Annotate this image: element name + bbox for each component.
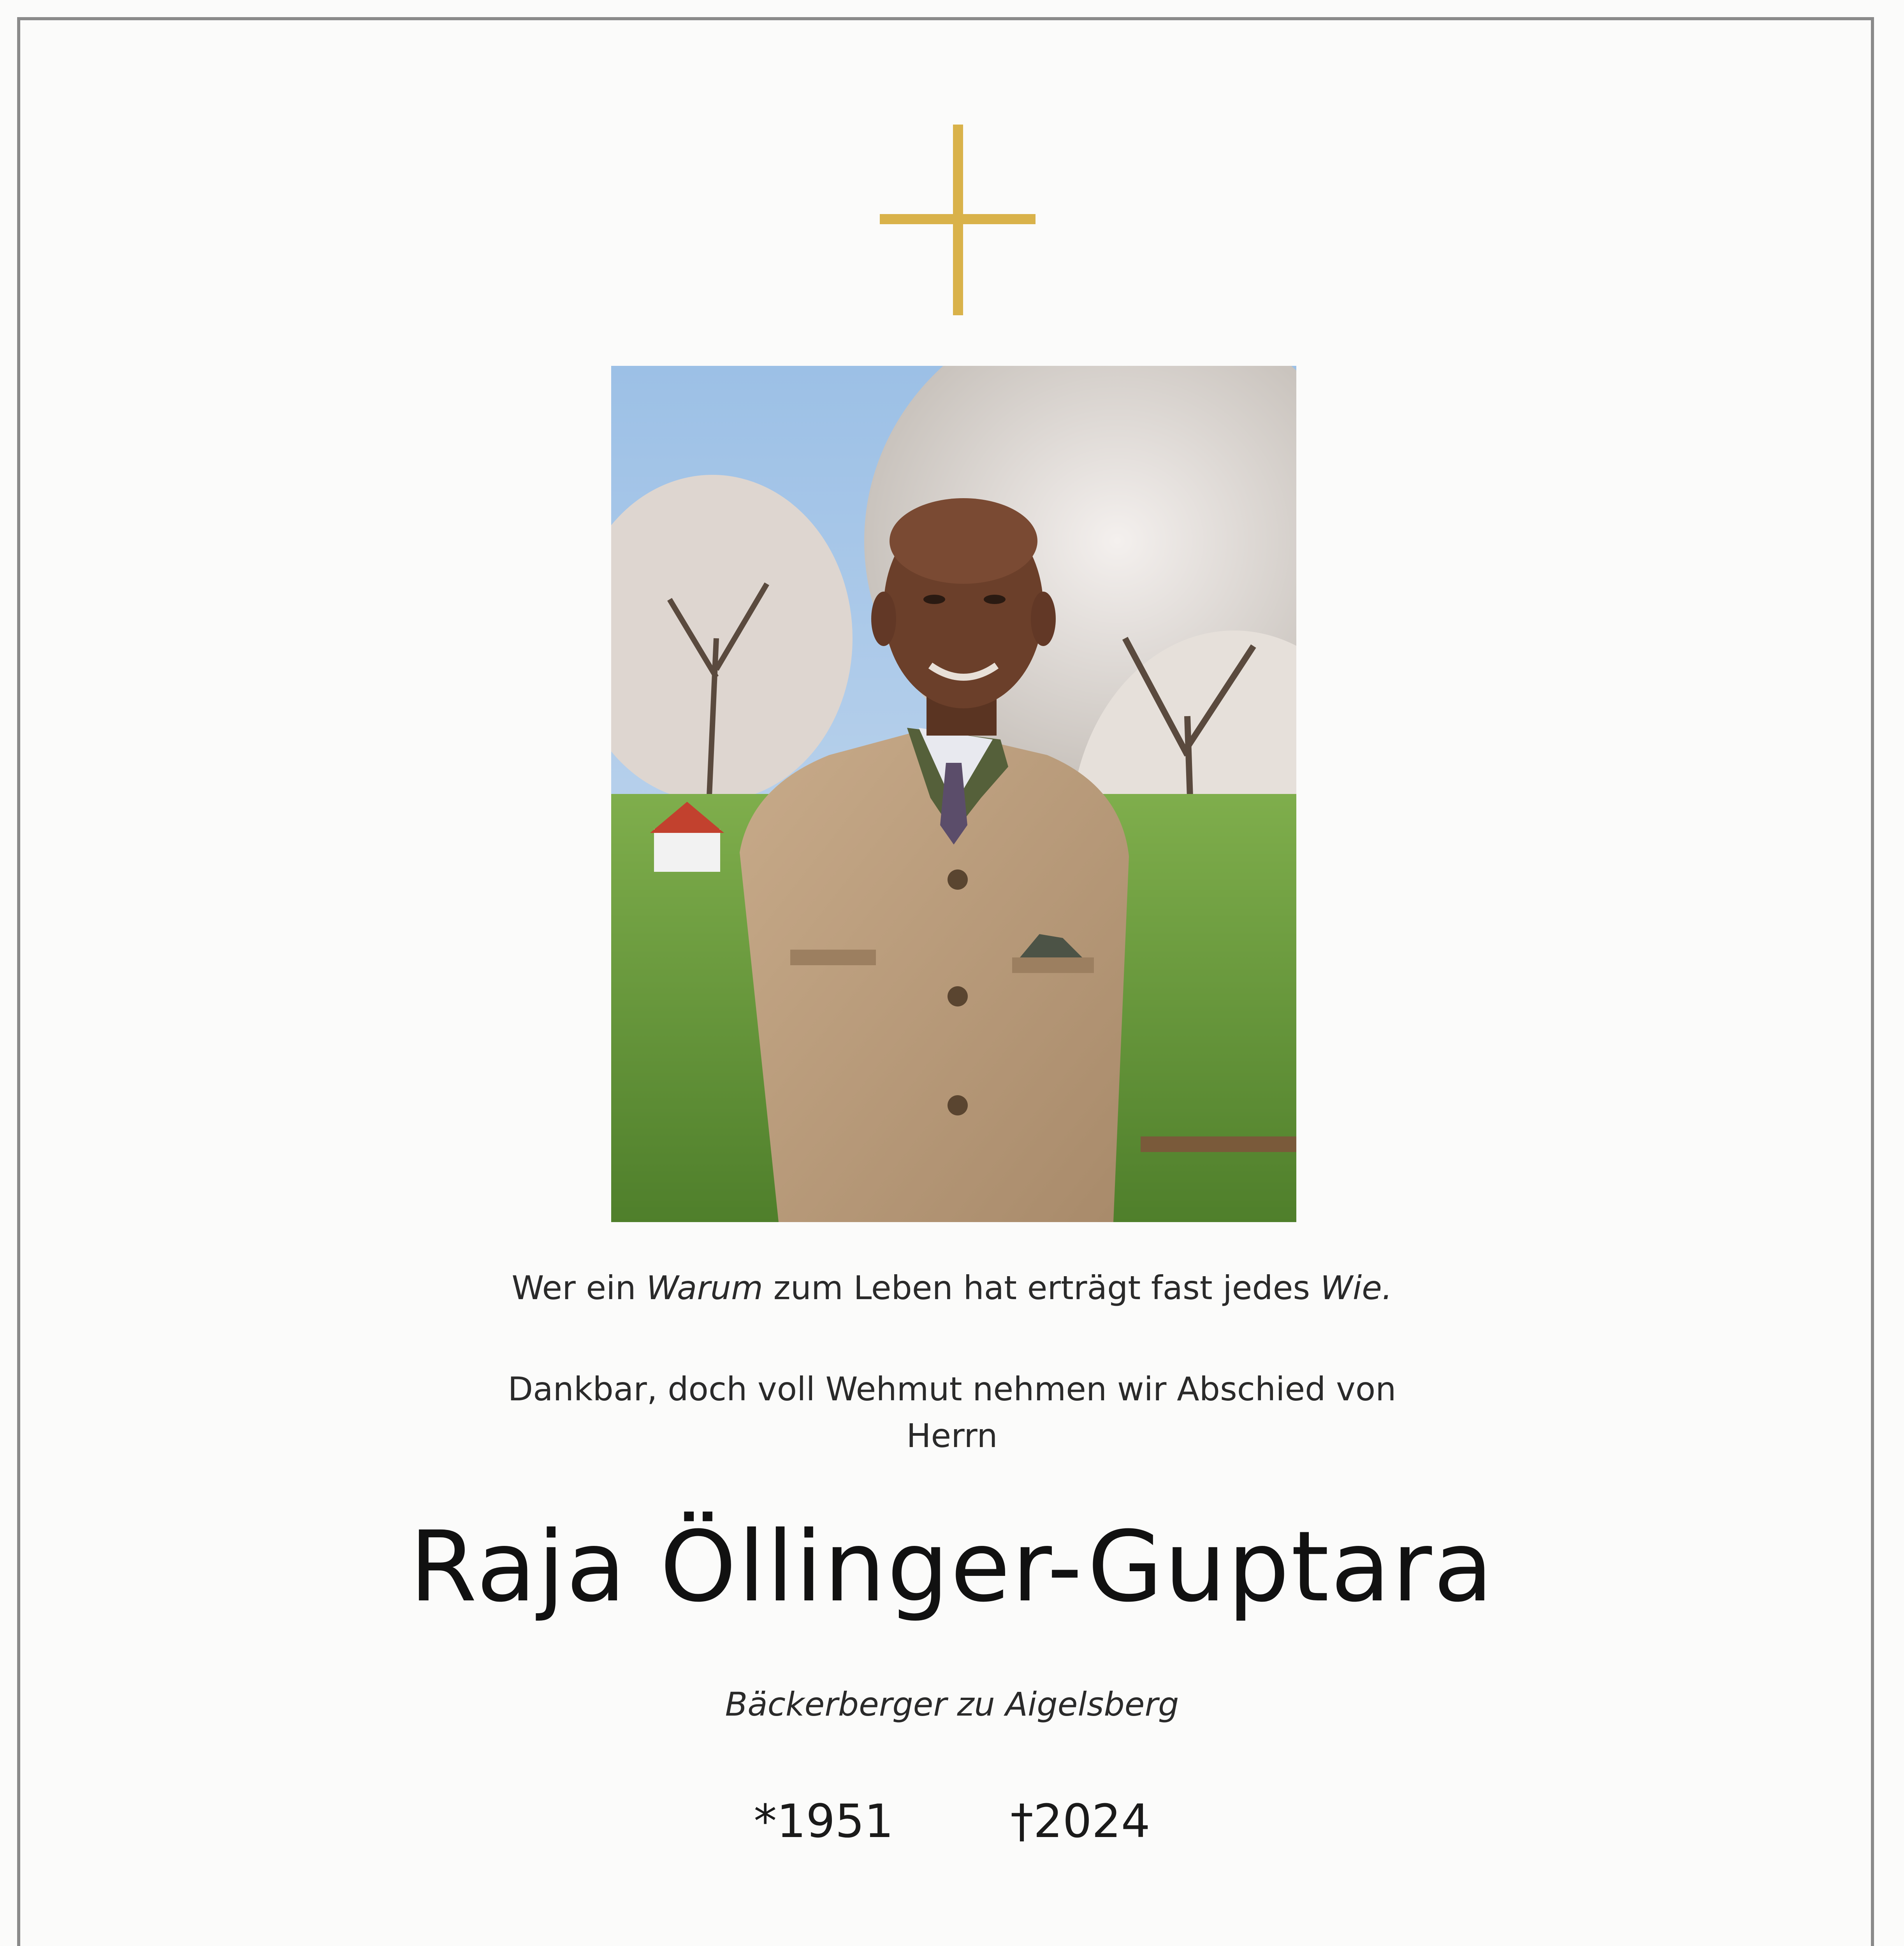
- cross-icon: [880, 125, 1036, 315]
- death-cross-icon: †: [1010, 1794, 1034, 1848]
- intro-line-1: Dankbar, doch voll Wehmut nehmen wir Abschied von: [508, 1370, 1396, 1408]
- portrait-photo: [611, 366, 1296, 1222]
- quote-emphasis-warum: Warum: [646, 1269, 763, 1307]
- birth-date: *1951: [754, 1794, 894, 1848]
- death-date: †2024: [1010, 1794, 1150, 1848]
- life-dates: [0, 1794, 1904, 1848]
- intro-line-2: Herrn: [906, 1417, 998, 1455]
- place-of-origin: Bäckerberger zu Aigelsberg: [725, 1685, 1179, 1723]
- quote: Wer ein Warum zum Leben hat erträgt fast jedes Wie.: [512, 1269, 1392, 1307]
- quote-emphasis-wie: Wie.: [1320, 1269, 1392, 1307]
- deceased-name: Raja Öllinger-Guptara: [409, 1510, 1495, 1623]
- birth-star-icon: *: [754, 1794, 777, 1848]
